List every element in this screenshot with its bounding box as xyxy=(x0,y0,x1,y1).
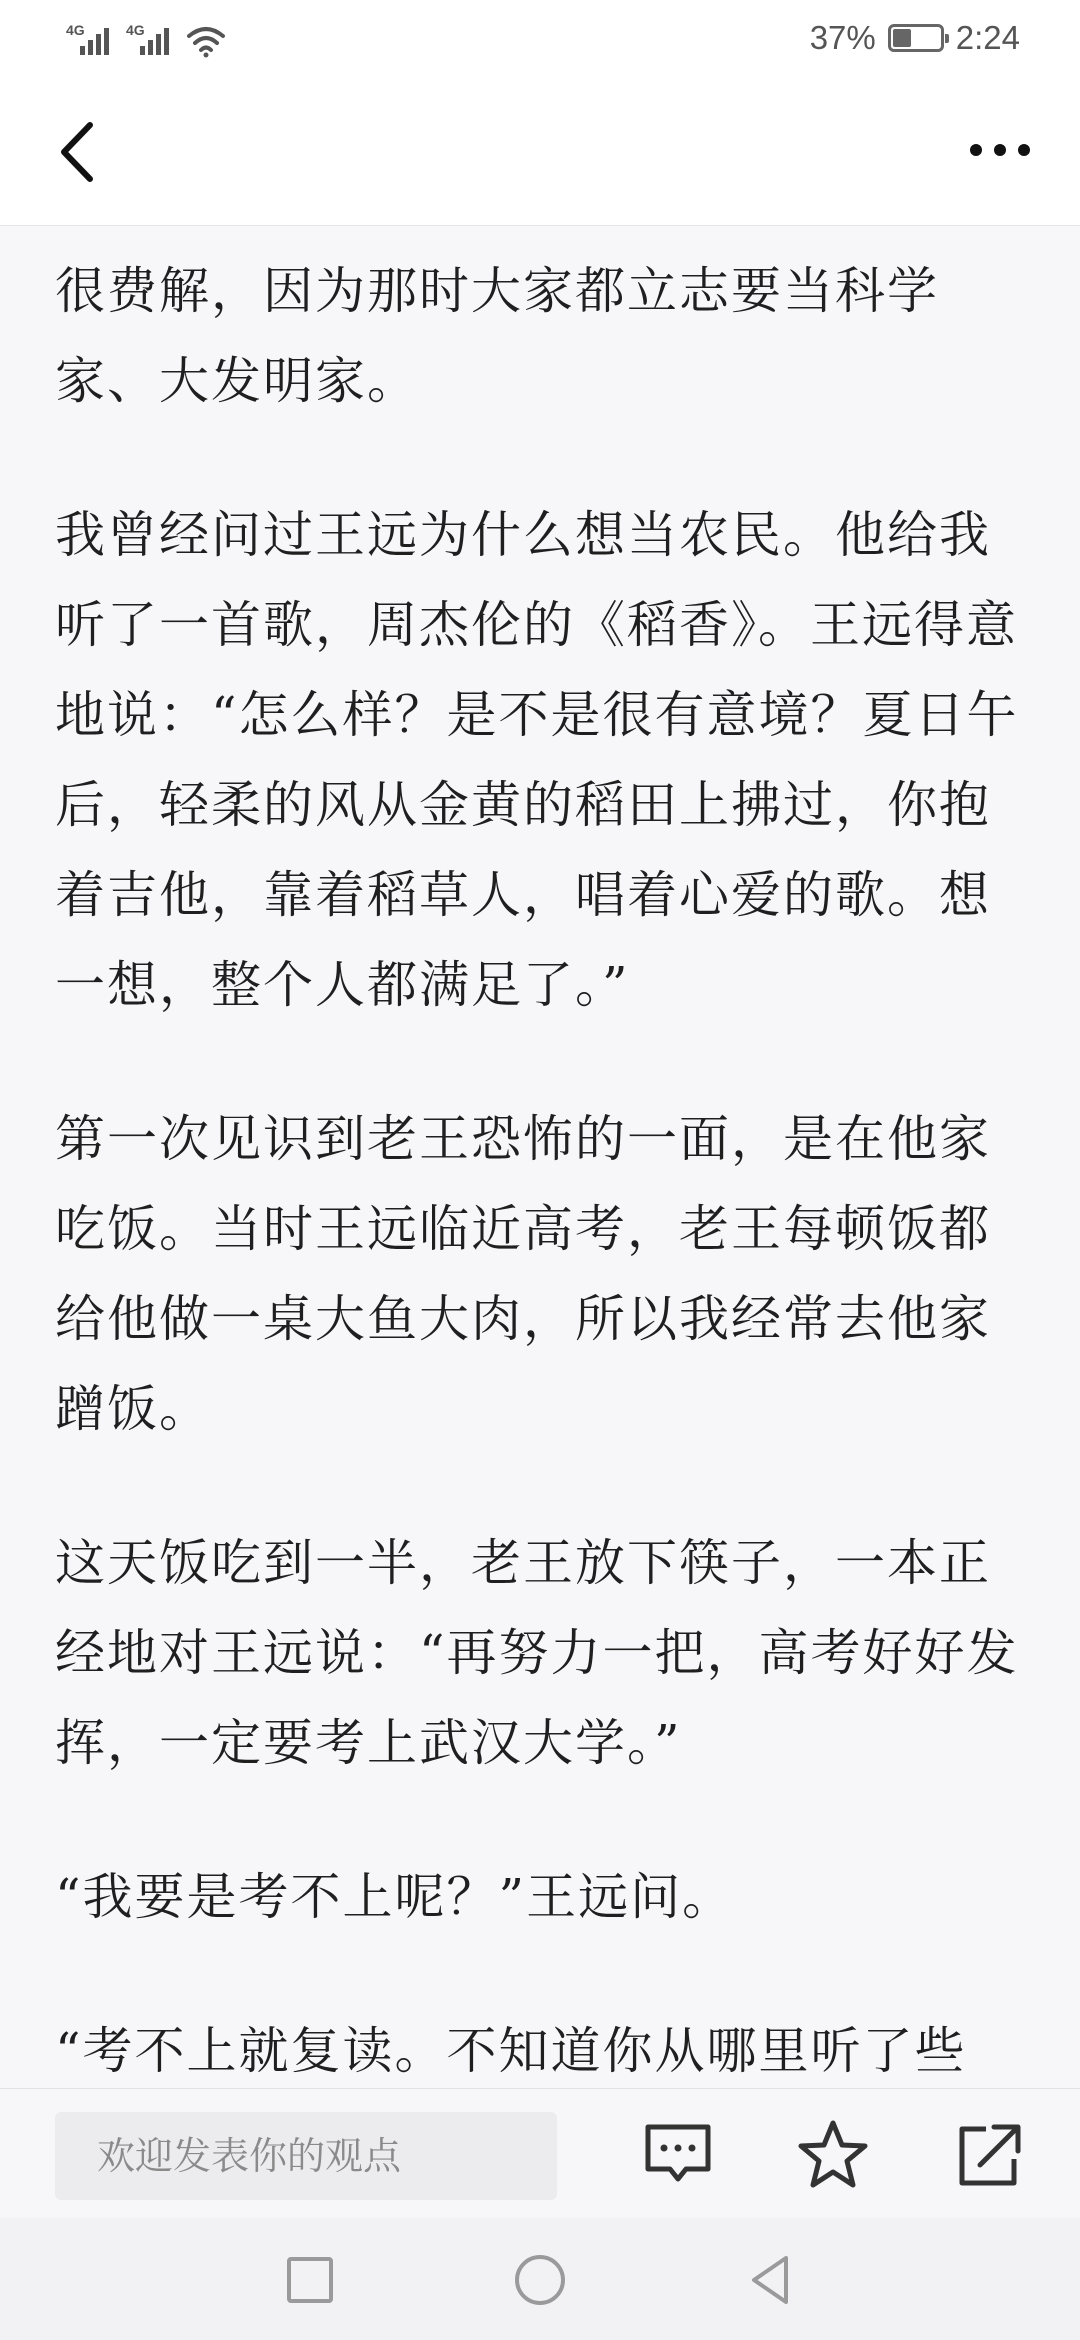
status-right xyxy=(810,14,1020,62)
system-navigation-bar xyxy=(0,2218,1080,2340)
comment-button[interactable] xyxy=(640,2117,716,2193)
battery-icon xyxy=(888,24,944,52)
article-paragraph: “考不上就复读。不知道你从哪里听了些 xyxy=(55,2022,967,2080)
article-paragraph: 这天饭吃到一半，老王放下筷子，一本正经地对王远说：“再努力一把，高考好好发挥，一定要考上武汉大学。” xyxy=(55,1534,1019,1772)
signal-type-label: 4G xyxy=(126,22,145,38)
back-button[interactable] xyxy=(50,117,110,187)
signal-icon xyxy=(66,22,112,58)
wifi-icon xyxy=(186,24,226,58)
chevron-left-icon xyxy=(50,117,110,187)
status-bar xyxy=(0,0,1080,75)
article-paragraph: “我要是考不上呢？”王远问。 xyxy=(55,1868,735,1926)
article-content xyxy=(55,246,1035,2088)
recents-square-icon xyxy=(280,2250,340,2310)
comment-bar xyxy=(0,2088,1080,2219)
battery-percent: 37% xyxy=(809,19,876,56)
clock: 2:24 xyxy=(955,19,1020,56)
favorite-button[interactable] xyxy=(795,2117,871,2193)
back-triangle-icon xyxy=(740,2250,800,2310)
comment-icon xyxy=(640,2117,716,2193)
share-icon xyxy=(950,2117,1026,2193)
article-body[interactable] xyxy=(0,226,1080,2088)
status-left xyxy=(66,18,226,58)
share-button[interactable] xyxy=(950,2117,1026,2193)
comment-input[interactable] xyxy=(55,2112,557,2200)
more-button[interactable] xyxy=(960,125,1040,175)
battery-fill xyxy=(893,29,912,47)
more-horizontal-icon xyxy=(960,125,1040,175)
home-button[interactable] xyxy=(510,2250,570,2310)
home-circle-icon xyxy=(510,2250,570,2310)
article-paragraph: 我曾经问过王远为什么想当农民。他给我听了一首歌，周杰伦的《稻香》。王远得意地说：“怎么样？是不是很有意境？夏日午后，轻柔的风从金黄的稻田上拂过，你抱着吉他，靠着稻草人，唱着心爱的歌。想一想，整个人都满足了。” xyxy=(55,506,1019,1014)
signal-icon xyxy=(126,22,172,58)
back-nav-button[interactable] xyxy=(740,2250,800,2310)
signal-type-label: 4G xyxy=(66,22,85,38)
star-icon xyxy=(795,2117,871,2193)
article-paragraph: 第一次见识到老王恐怖的一面，是在他家吃饭。当时王远临近高考，老王每顿饭都给他做一桌大鱼大肉，所以我经常去他家蹭饭。 xyxy=(55,1110,991,1438)
article-paragraph: 很费解，因为那时大家都立志要当科学家、大发明家。 xyxy=(55,262,939,410)
recents-button[interactable] xyxy=(280,2250,340,2310)
top-app-bar xyxy=(0,75,1080,226)
